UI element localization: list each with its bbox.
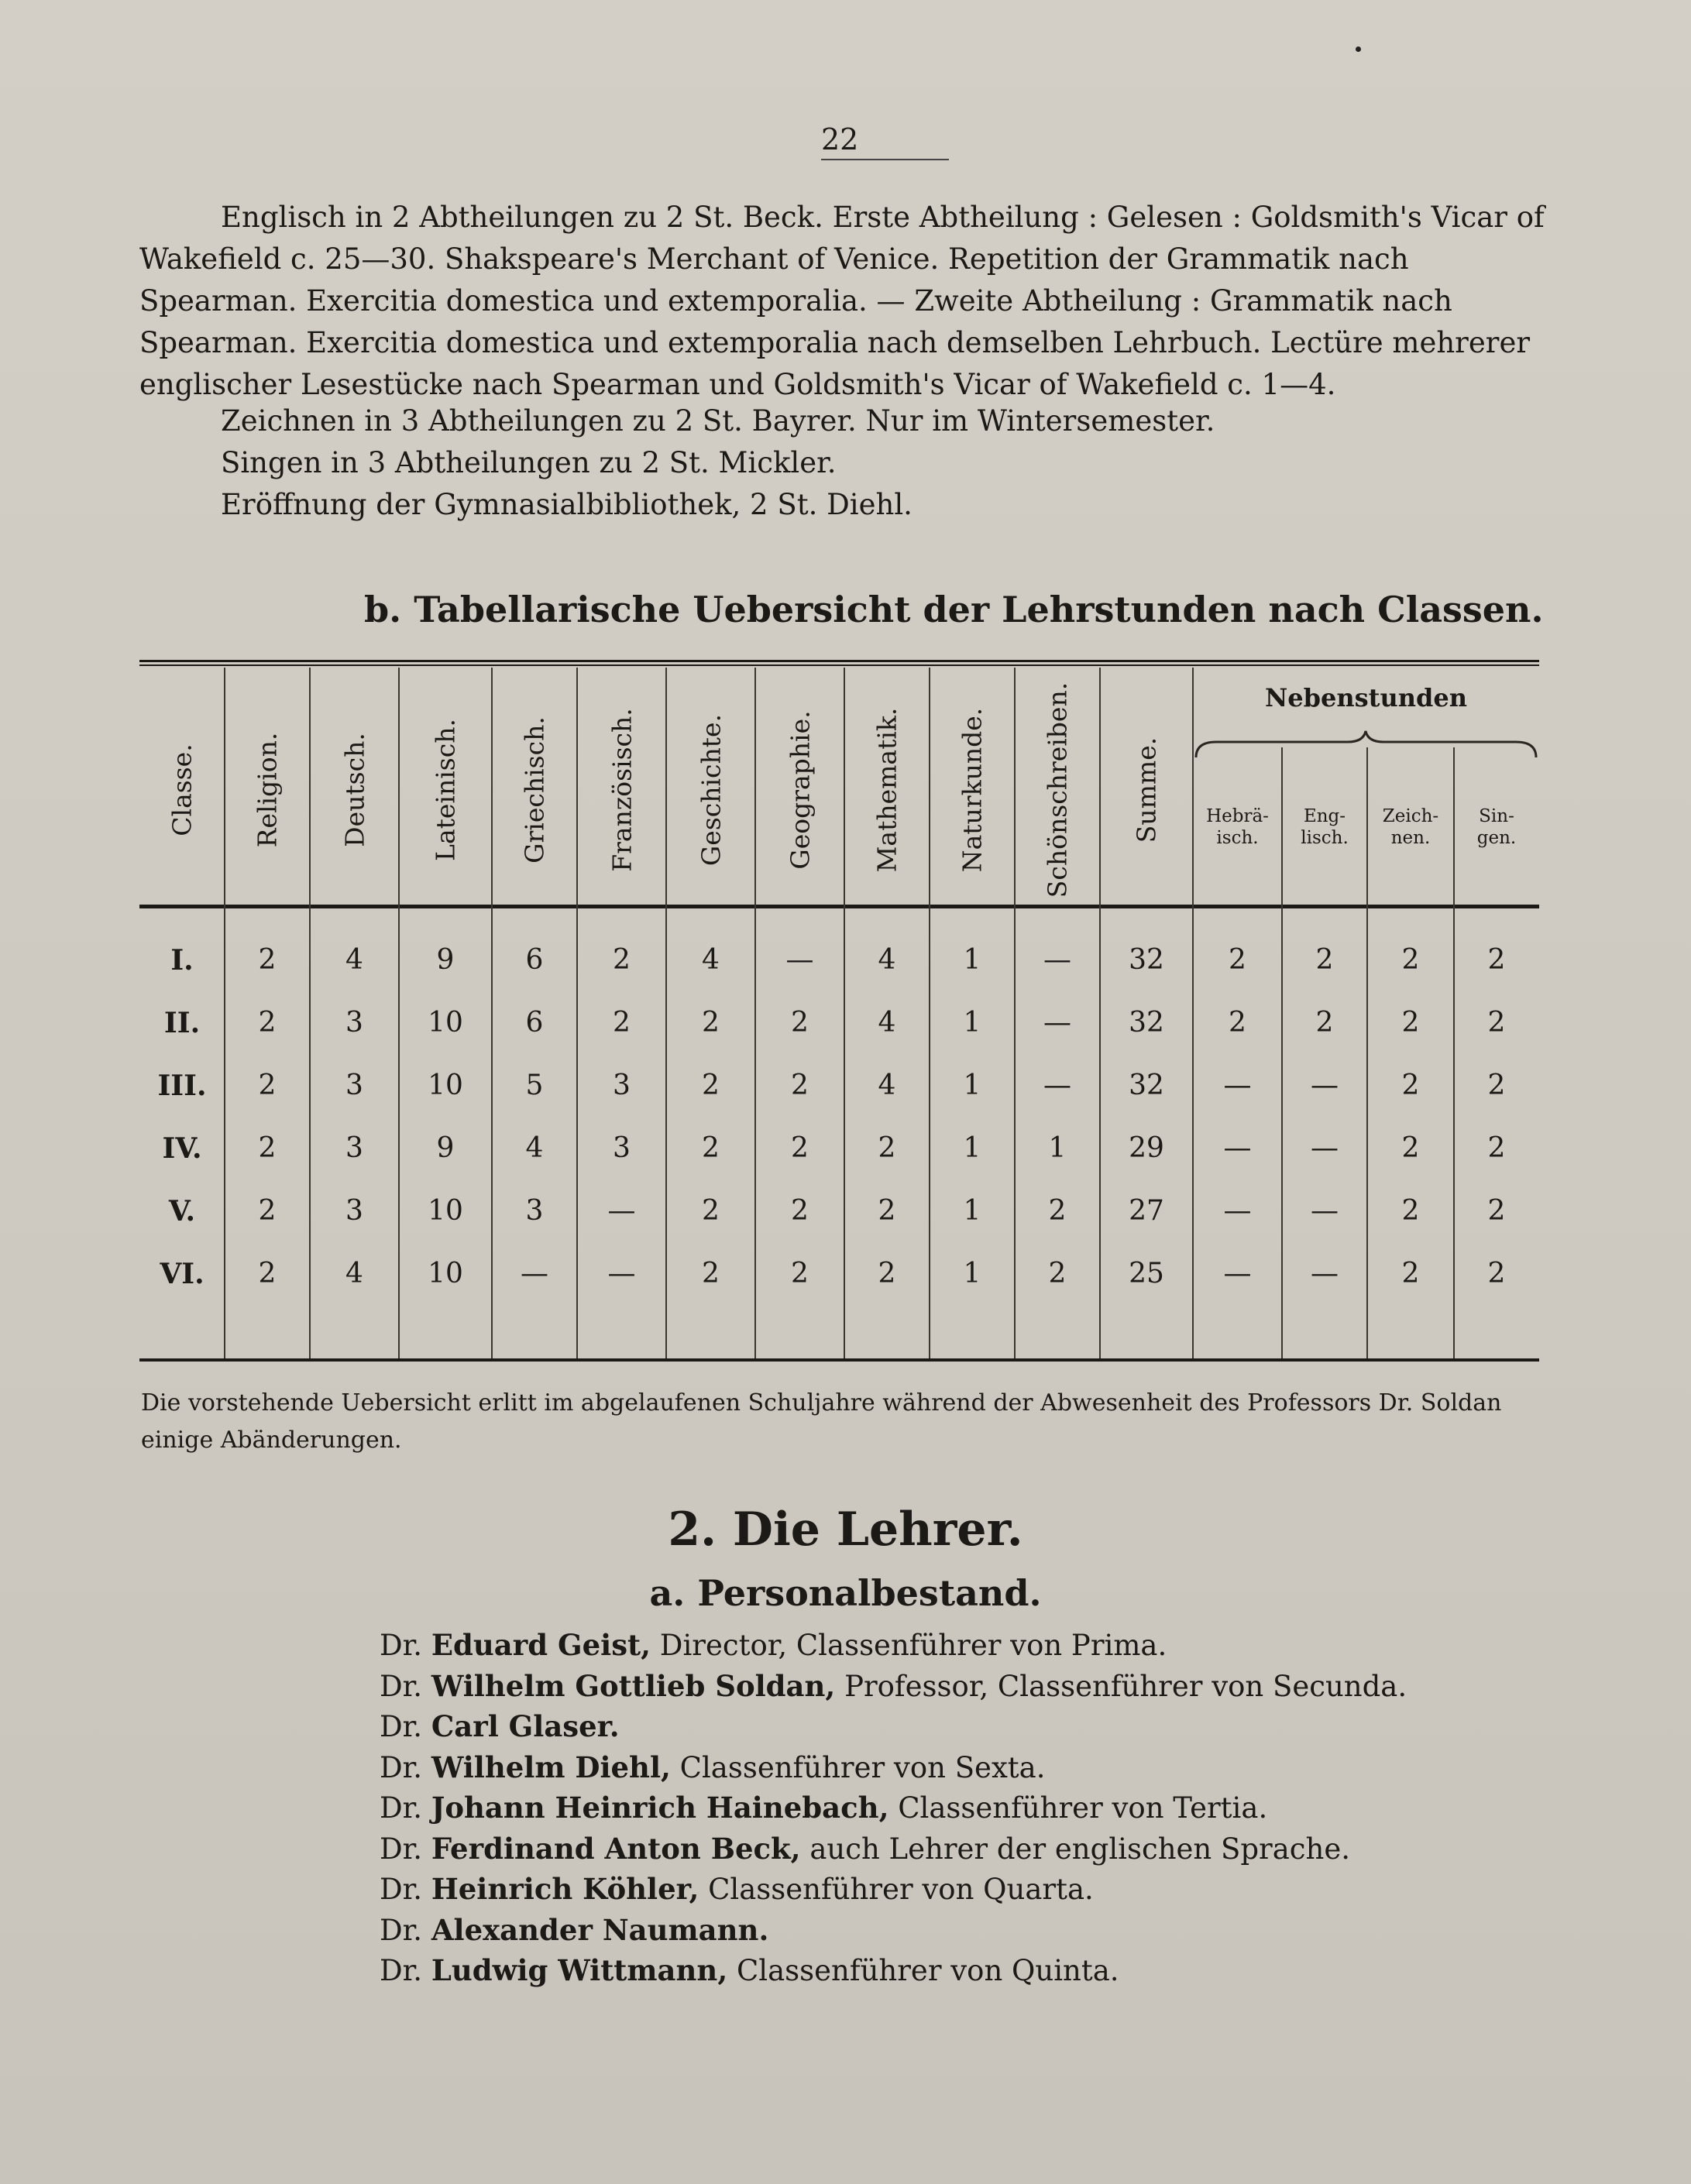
table-cell: 10 xyxy=(428,1195,463,1227)
subcolumn-header: Zeich- nen. xyxy=(1382,806,1439,848)
table-cell: — xyxy=(1043,1070,1071,1101)
teacher-name: Eduard Geist, xyxy=(431,1628,651,1662)
table-cell: 2 xyxy=(1487,1132,1506,1164)
row-class-label: IV. xyxy=(162,1132,202,1165)
teacher-title: Dr. xyxy=(380,1954,431,1987)
teacher-name: Carl Glaser. xyxy=(431,1709,620,1743)
table-cell: 2 xyxy=(702,1070,720,1101)
teacher-entry xyxy=(380,1913,768,1947)
column-header xyxy=(856,682,918,898)
table-cell: 2 xyxy=(1401,1132,1420,1164)
table-cell: 27 xyxy=(1129,1195,1164,1227)
column-header-label: Deutsch. xyxy=(339,733,369,847)
table-cell: 4 xyxy=(702,944,720,976)
table-cell: 2 xyxy=(258,1007,277,1039)
table-bottom-rule xyxy=(139,1358,1539,1362)
table-cell: 10 xyxy=(428,1070,463,1101)
column-header-label: Lateinisch. xyxy=(430,719,461,861)
column-header-label: Mathematik. xyxy=(871,707,902,873)
table-cell: 2 xyxy=(258,1070,277,1101)
teacher-role: Classenführer von Tertia. xyxy=(898,1791,1268,1825)
table-cell: 3 xyxy=(613,1070,631,1101)
table-cell: 2 xyxy=(1487,1007,1506,1039)
table-cell: 25 xyxy=(1129,1258,1164,1289)
table-cell: 1 xyxy=(963,1132,981,1164)
table-cell: — xyxy=(521,1258,548,1289)
singing-course-line: Singen in 3 Abtheilungen zu 2 St. Mickler. xyxy=(221,446,837,479)
column-header xyxy=(236,682,298,898)
table-cell: 2 xyxy=(791,1258,809,1289)
table-cell: — xyxy=(1223,1132,1252,1164)
table-cell: 2 xyxy=(1048,1258,1067,1289)
table-cell: 2 xyxy=(702,1132,720,1164)
table-cell: — xyxy=(607,1195,636,1227)
row-class-label: VI. xyxy=(160,1258,205,1290)
table-cell: 2 xyxy=(878,1132,896,1164)
teacher-name: Ferdinand Anton Beck, xyxy=(431,1831,801,1866)
table-row xyxy=(139,1000,1539,1046)
teacher-entry xyxy=(380,1791,1267,1825)
column-header xyxy=(591,682,653,898)
column-header-label: Naturkunde. xyxy=(957,707,988,873)
english-course-paragraph: Englisch in 2 Abtheilungen zu 2 St. Beck. Erste Abtheilung : Gelesen : Goldsmith's Vicar of Wakefield c. 25—30. Shakspeare's Merchant of Venice. Repetition der Grammatik nach Spearman. Exercitia domestica und extemporalia. — Zweite Abtheilung : Grammatik nach Spearman. Exercitia domestica und extemporalia nach demselben Lehrbuch. Lectüre mehrerer englischer Lesestücke nach Spearman und Goldsmith's Vicar of Wakefield c. 1—4. xyxy=(139,201,1545,401)
column-header-label: Geographie. xyxy=(785,710,815,870)
row-class-label: II. xyxy=(163,1007,201,1039)
subcolumn-header: Sin- gen. xyxy=(1476,806,1517,848)
table-cell: 32 xyxy=(1129,1007,1164,1039)
table-cell: 3 xyxy=(345,1007,363,1039)
table-row xyxy=(139,937,1539,984)
teacher-entry xyxy=(380,1709,620,1743)
table-cell: 2 xyxy=(613,1007,631,1039)
column-header-label: Summe. xyxy=(1131,737,1162,843)
table-cell: — xyxy=(1311,1258,1339,1289)
table-cell: — xyxy=(1223,1070,1252,1101)
column-header xyxy=(1115,682,1177,898)
column-header xyxy=(414,682,476,898)
column-header xyxy=(1026,682,1088,898)
column-header-label: Geschichte. xyxy=(696,713,726,867)
table-cell: 3 xyxy=(613,1132,631,1164)
table-cell: 5 xyxy=(525,1070,544,1101)
teacher-name: Heinrich Köhler, xyxy=(431,1872,699,1906)
table-cell: 2 xyxy=(1401,1007,1420,1039)
table-cell: 2 xyxy=(702,1258,720,1289)
table-cell: 1 xyxy=(963,1007,981,1039)
table-header-rule xyxy=(139,905,1539,908)
table-cell: 2 xyxy=(1401,1258,1420,1289)
table-cell: 2 xyxy=(791,1132,809,1164)
table-cell: 9 xyxy=(436,1132,455,1164)
teacher-role: Director, Classenführer von Prima. xyxy=(659,1629,1167,1662)
table-cell: 29 xyxy=(1129,1132,1164,1164)
table-cell: 3 xyxy=(345,1070,363,1101)
teacher-role: Classenführer von Quarta. xyxy=(708,1873,1094,1906)
table-cell: 10 xyxy=(428,1007,463,1039)
table-top-rule-2 xyxy=(139,664,1539,666)
column-header xyxy=(324,682,386,898)
table-cell: 3 xyxy=(525,1195,544,1227)
teacher-title: Dr. xyxy=(380,1710,431,1743)
table-cell: 2 xyxy=(1401,1070,1420,1101)
table-cell: 4 xyxy=(525,1132,544,1164)
drawing-course-line: Zeichnen in 3 Abtheilungen zu 2 St. Bayrer. Nur im Wintersemester. xyxy=(221,404,1215,438)
teacher-entry xyxy=(380,1953,1119,1987)
table-cell: 1 xyxy=(963,1258,981,1289)
teacher-name: Wilhelm Gottlieb Soldan, xyxy=(431,1668,836,1703)
table-cell: 2 xyxy=(258,1132,277,1164)
table-row xyxy=(139,1063,1539,1109)
nebenstunden-brace xyxy=(1193,728,1539,759)
table-cell: 3 xyxy=(345,1132,363,1164)
teacher-title: Dr. xyxy=(380,1750,431,1784)
section-b-title: b. Tabellarische Uebersicht der Lehrstunden nach Classen. xyxy=(364,589,1544,630)
table-cell: 2 xyxy=(258,944,277,976)
page-number-underline xyxy=(821,159,949,160)
teacher-title: Dr. xyxy=(380,1913,431,1947)
column-header-label: Griechisch. xyxy=(519,716,550,864)
teacher-title: Dr. xyxy=(380,1629,431,1662)
section-2-title: 2. Die Lehrer. xyxy=(668,1502,1023,1557)
table-cell: 2 xyxy=(258,1195,277,1227)
teacher-name: Johann Heinrich Hainebach, xyxy=(431,1791,889,1825)
column-header-label: Classe. xyxy=(167,743,198,836)
table-cell: 3 xyxy=(345,1195,363,1227)
teacher-name: Wilhelm Diehl, xyxy=(431,1750,671,1784)
table-cell: 1 xyxy=(963,1195,981,1227)
column-header xyxy=(151,682,213,898)
table-cell: 10 xyxy=(428,1258,463,1289)
teacher-role: auch Lehrer der englischen Sprache. xyxy=(809,1832,1350,1866)
teacher-name: Alexander Naumann. xyxy=(431,1912,769,1947)
nebenstunden-header: Nebenstunden xyxy=(1265,683,1467,713)
table-cell: 2 xyxy=(258,1258,277,1289)
table-cell: 2 xyxy=(1487,944,1506,976)
table-cell: 4 xyxy=(878,1007,896,1039)
table-row xyxy=(139,1251,1539,1297)
teacher-entry xyxy=(380,1750,1046,1784)
table-cell: 32 xyxy=(1129,1070,1164,1101)
subcolumn-header: Hebrä- isch. xyxy=(1206,806,1269,848)
teacher-name: Ludwig Wittmann, xyxy=(431,1953,728,1987)
table-cell: 2 xyxy=(1487,1258,1506,1289)
ink-speck xyxy=(1356,46,1361,52)
table-cell: — xyxy=(1043,1007,1071,1039)
teacher-title: Dr. xyxy=(380,1791,431,1825)
table-cell: 9 xyxy=(436,944,455,976)
table-cell: 1 xyxy=(963,1070,981,1101)
teacher-role: Professor, Classenführer von Secunda. xyxy=(844,1669,1407,1703)
table-cell: 2 xyxy=(1487,1070,1506,1101)
table-cell: 2 xyxy=(702,1195,720,1227)
table-cell: 6 xyxy=(525,944,544,976)
table-cell: 2 xyxy=(613,944,631,976)
library-course-line: Eröffnung der Gymnasialbibliothek, 2 St. Diehl. xyxy=(221,488,913,521)
teacher-title: Dr. xyxy=(380,1873,431,1906)
column-header xyxy=(504,682,565,898)
table-cell: 2 xyxy=(1315,1007,1334,1039)
row-class-label: I. xyxy=(170,944,194,977)
column-header xyxy=(941,682,1003,898)
brace-shape xyxy=(1193,728,1539,759)
table-cell: — xyxy=(1311,1132,1339,1164)
table-cell: 4 xyxy=(345,944,363,976)
column-header-label: Französisch. xyxy=(607,708,637,872)
teacher-entry xyxy=(380,1669,1407,1703)
table-cell: 2 xyxy=(1229,1007,1246,1039)
table-cell: 2 xyxy=(1048,1195,1067,1227)
table-cell: — xyxy=(1223,1195,1252,1227)
column-header xyxy=(680,682,742,898)
page-number: 22 xyxy=(821,122,859,156)
teacher-role: Classenführer von Quinta. xyxy=(736,1954,1119,1987)
table-cell: 4 xyxy=(345,1258,363,1289)
table-cell: 2 xyxy=(1229,944,1246,976)
table-cell: 2 xyxy=(1401,944,1420,976)
teacher-entry xyxy=(380,1628,1167,1662)
subcolumn-header: Eng- lisch. xyxy=(1301,806,1349,848)
section-a-title: a. Personalbestand. xyxy=(649,1572,1042,1614)
teacher-title: Dr. xyxy=(380,1832,431,1866)
table-footnote: Die vorstehende Uebersicht erlitt im abgelaufenen Schuljahre während der Abwesenheit des Professors Dr. Soldan einige Abänderungen. xyxy=(141,1389,1502,1454)
teacher-title: Dr. xyxy=(380,1669,431,1703)
table-cell: 32 xyxy=(1129,944,1164,976)
table-cell: 6 xyxy=(525,1007,544,1039)
table-cell: 1 xyxy=(1048,1132,1067,1164)
table-cell: 2 xyxy=(791,1195,809,1227)
table-cell: 2 xyxy=(1401,1195,1420,1227)
row-class-label: III. xyxy=(157,1070,207,1102)
table-cell: 2 xyxy=(1487,1195,1506,1227)
table-cell: 1 xyxy=(963,944,981,976)
table-cell: — xyxy=(1311,1195,1339,1227)
table-cell: 2 xyxy=(1315,944,1334,976)
table-cell: 2 xyxy=(791,1070,809,1101)
table-row xyxy=(139,1125,1539,1172)
table-cell: 2 xyxy=(878,1258,896,1289)
column-header xyxy=(769,682,831,898)
table-top-rule xyxy=(139,660,1539,662)
table-cell: — xyxy=(1223,1258,1252,1289)
table-cell: 4 xyxy=(878,944,896,976)
table-cell: 4 xyxy=(878,1070,896,1101)
column-header-label: Religion. xyxy=(252,732,283,848)
teacher-role: Classenführer von Sexta. xyxy=(679,1750,1046,1784)
table-cell: — xyxy=(1311,1070,1339,1101)
table-row xyxy=(139,1188,1539,1235)
column-header-label: Schönschreiben. xyxy=(1042,682,1073,898)
table-cell: — xyxy=(607,1258,636,1289)
table-cell: — xyxy=(1043,944,1071,976)
teacher-entry xyxy=(380,1832,1350,1866)
table-cell: 2 xyxy=(791,1007,809,1039)
table-cell: — xyxy=(785,944,814,976)
row-class-label: V. xyxy=(168,1195,196,1228)
table-cell: 2 xyxy=(878,1195,896,1227)
table-cell: 2 xyxy=(702,1007,720,1039)
teacher-entry xyxy=(380,1872,1094,1906)
